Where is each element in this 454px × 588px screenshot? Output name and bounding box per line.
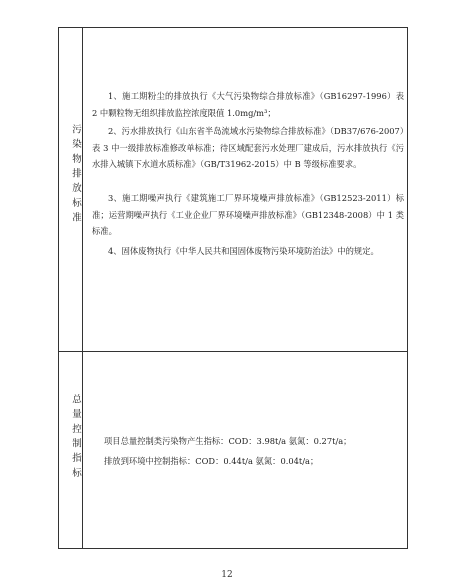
totals-label: 总量控制指标 [70,394,81,483]
totals-content-cell [84,352,407,548]
standards-label-cell [59,28,83,351]
standard-paragraph-wastewater: 2、污水排放执行《山东省半岛流域水污染物综合排放标准》（DB37/676-2007）表 3 中一级排放标准修改单标准；待区域配套污水处理厂建成后，污水排放执行《污水排入城镇下水道水质标准》（GB/T31962-2015）中 B 等级标准要求。 [92,126,404,170]
standard-paragraph-noise: 3、施工期噪声执行《建筑施工厂界环境噪声排放标准》（GB12523-2011）标准；运营期噪声执行《工业企业厂界环境噪声排放标准》（GB12348-2008）中 1 类标准。 [92,193,404,237]
standards-content-cell [84,28,407,351]
totals-label-cell [59,352,83,548]
page-number: 12 [221,570,233,580]
total-discharge-indicator: 排放到环境中控制指标：COD：0.44t/a 氨氮：0.04t/a； [104,456,319,466]
standard-paragraph-dust: 1、施工期粉尘的排放执行《大气污染物综合排放标准》（GB16297-1996）表 2 中颗粒物无组织排放监控浓度限值 1.0mg/m³； [92,91,404,118]
total-generation-indicator: 项目总量控制类污染物产生指标：COD：3.98t/a 氨氮：0.27t/a； [104,436,352,446]
standards-table [58,27,408,549]
standards-row [59,28,407,352]
standard-paragraph-solid-waste: 4、固体废物执行《中华人民共和国固体废物污染环境防治法》中的规定。 [108,246,379,256]
totals-row [59,352,407,548]
standards-label: 污染物排放标准 [70,124,81,227]
